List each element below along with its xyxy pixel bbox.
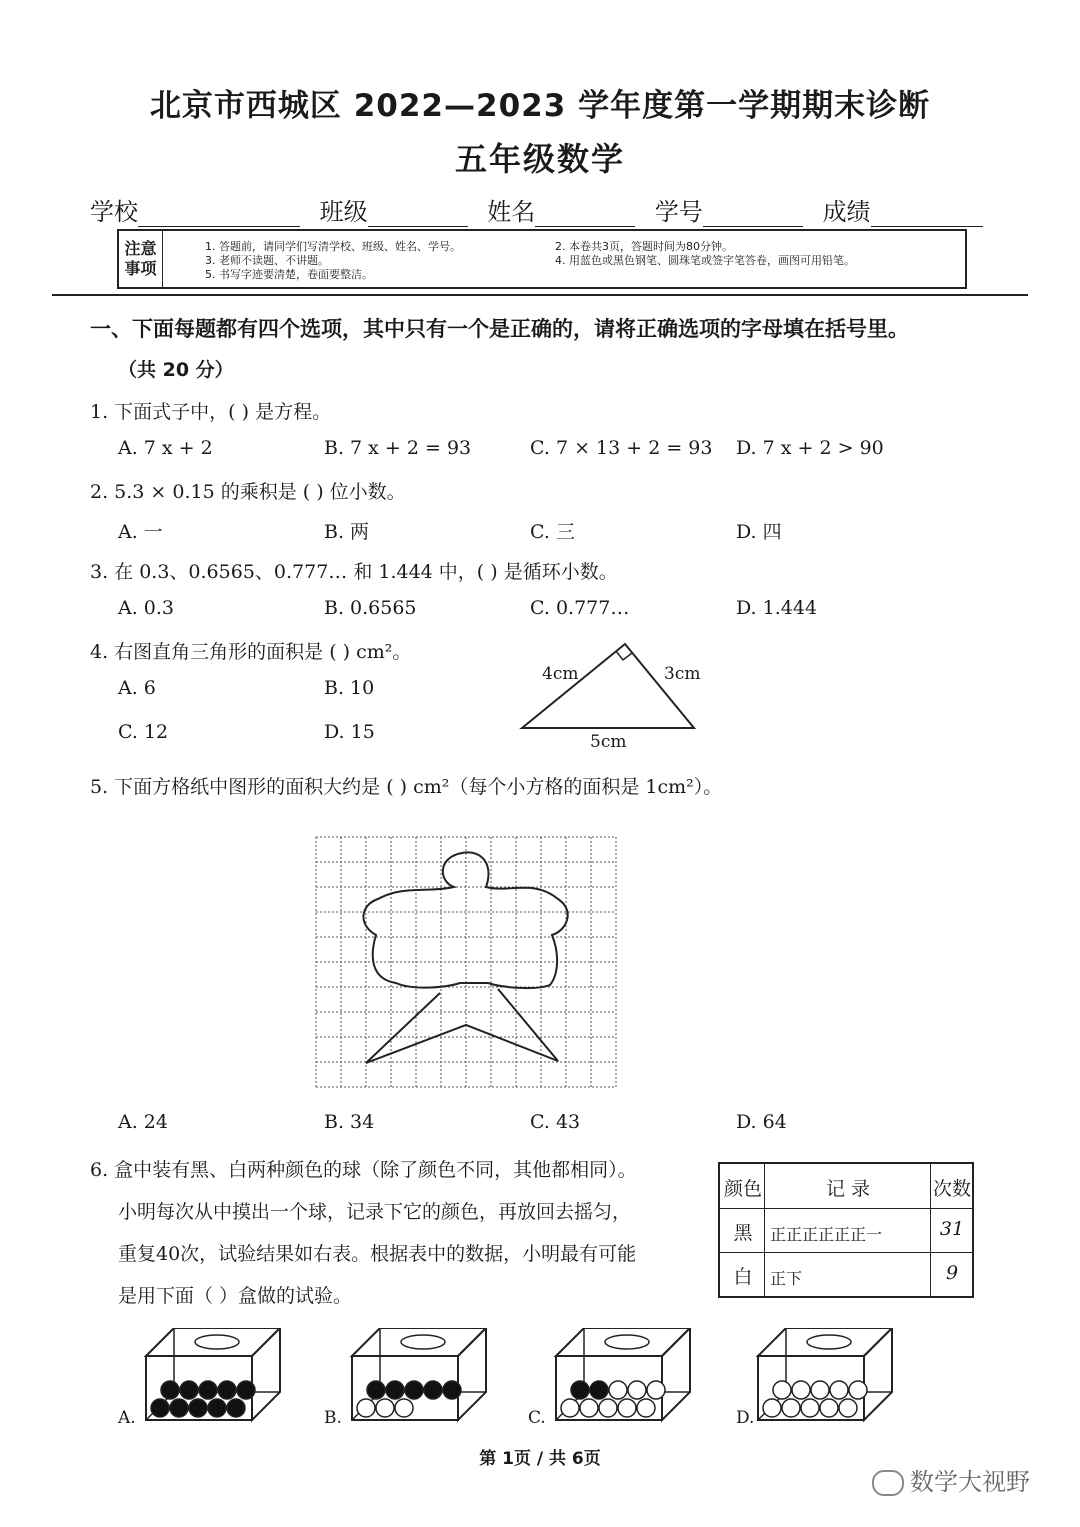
q5-option-c: C. 43 bbox=[530, 1111, 581, 1133]
q4-option-a: A. 6 bbox=[118, 677, 156, 699]
ball bbox=[628, 1381, 646, 1399]
ball-box bbox=[556, 1328, 690, 1420]
ball-box bbox=[758, 1328, 892, 1420]
ball bbox=[590, 1381, 608, 1399]
ball bbox=[830, 1381, 848, 1399]
ball bbox=[637, 1399, 655, 1417]
table-cell-count-white: 9 bbox=[945, 1262, 959, 1284]
ball bbox=[792, 1381, 810, 1399]
question-4: 4. 右图直角三角形的面积是 ( ) cm²。 bbox=[90, 641, 412, 663]
q3-option-b: B. 0.6565 bbox=[324, 597, 417, 619]
ball bbox=[820, 1399, 838, 1417]
exam-title: 北京市西城区 2022—2023 学年度第一学期期末诊断 bbox=[149, 88, 931, 124]
table-cell-color-white: 白 bbox=[733, 1266, 753, 1288]
q2-option-c: C. 三 bbox=[530, 521, 575, 543]
field-id-label: 学号 bbox=[654, 198, 703, 226]
ball-box bbox=[352, 1328, 486, 1420]
table-cell-color-black: 黑 bbox=[733, 1222, 753, 1244]
q5-option-b: B. 34 bbox=[324, 1111, 375, 1133]
ball bbox=[424, 1381, 442, 1399]
field-score-line[interactable] bbox=[871, 202, 983, 227]
field-school-label: 学校 bbox=[90, 198, 138, 226]
box-label-b: B. bbox=[324, 1408, 342, 1428]
notice-label: 注意 事项 bbox=[119, 231, 163, 287]
exam-subtitle: 五年级数学 bbox=[454, 140, 625, 178]
question-6-line-2: 小明每次从中摸出一个球，记录下它的颜色，再放回去摇匀， bbox=[118, 1201, 632, 1223]
box-label-c: C. bbox=[528, 1408, 546, 1428]
field-class-label: 班级 bbox=[319, 198, 368, 226]
notice-item: 4. 用蓝色或黑色钢笔、圆珠笔或签字笔答卷，画图可用铅笔。 bbox=[555, 254, 855, 267]
notice-item: 3. 老师不读题、不讲题。 bbox=[205, 254, 329, 267]
field-name-label: 姓名 bbox=[487, 198, 536, 226]
ball bbox=[618, 1399, 636, 1417]
table-cell-tally-black: 正正正正正正一 bbox=[770, 1225, 883, 1244]
ball bbox=[849, 1381, 867, 1399]
ball bbox=[801, 1399, 819, 1417]
question-3: 3. 在 0.3、0.6565、0.777… 和 1.444 中，( ) 是循环小数。 bbox=[90, 561, 618, 583]
field-name-line[interactable] bbox=[535, 202, 635, 227]
ball bbox=[227, 1399, 245, 1417]
box-label-a: A. bbox=[118, 1408, 136, 1428]
q1-option-b: B. 7 x + 2 = 93 bbox=[324, 437, 472, 459]
field-class-line[interactable] bbox=[368, 202, 468, 227]
q1-option-c: C. 7 × 13 + 2 = 93 bbox=[530, 437, 713, 459]
ball bbox=[405, 1381, 423, 1399]
header-divider bbox=[52, 294, 1028, 296]
q4-option-b: B. 10 bbox=[324, 677, 375, 699]
ball bbox=[376, 1399, 394, 1417]
notice-item: 1. 答题前，请同学们写清学校、班级、姓名、学号。 bbox=[205, 240, 461, 253]
table-header-color: 颜色 bbox=[723, 1178, 762, 1200]
table-cell-count-black: 31 bbox=[939, 1218, 965, 1240]
q2-option-d: D. 四 bbox=[736, 521, 782, 543]
q2-option-a: A. 一 bbox=[118, 521, 163, 543]
ball bbox=[763, 1399, 781, 1417]
ball bbox=[782, 1399, 800, 1417]
section-points: （共 20 分） bbox=[118, 359, 234, 381]
watermark: 数学大视野 bbox=[872, 1462, 1030, 1497]
triangle-label-left: 4cm bbox=[542, 664, 579, 684]
ball bbox=[609, 1381, 627, 1399]
table-header-count: 次数 bbox=[932, 1178, 971, 1200]
q4-option-d: D. 15 bbox=[324, 721, 375, 743]
ball bbox=[180, 1381, 198, 1399]
table-cell-tally-white: 正下 bbox=[770, 1269, 803, 1288]
q5-option-a: A. 24 bbox=[118, 1111, 168, 1133]
ball bbox=[170, 1399, 188, 1417]
ball bbox=[237, 1381, 255, 1399]
grid-paper-figure bbox=[312, 835, 622, 1091]
ball bbox=[561, 1399, 579, 1417]
q1-option-a: A. 7 x + 2 bbox=[118, 437, 213, 459]
ball bbox=[599, 1399, 617, 1417]
ball-boxes-figure bbox=[110, 1328, 910, 1438]
q3-option-c: C. 0.777… bbox=[530, 597, 630, 619]
question-6-line-4: 是用下面（ ）盒做的试验。 bbox=[118, 1285, 353, 1307]
ball bbox=[571, 1381, 589, 1399]
ball bbox=[386, 1381, 404, 1399]
ball bbox=[161, 1381, 179, 1399]
ball bbox=[395, 1399, 413, 1417]
triangle-label-right: 3cm bbox=[664, 664, 701, 684]
q4-option-c: C. 12 bbox=[118, 721, 169, 743]
question-1: 1. 下面式子中，( ) 是方程。 bbox=[90, 401, 332, 423]
question-2: 2. 5.3 × 0.15 的乘积是 ( ) 位小数。 bbox=[90, 481, 406, 503]
ball bbox=[839, 1399, 857, 1417]
ball bbox=[151, 1399, 169, 1417]
ball bbox=[811, 1381, 829, 1399]
table-header-record: 记 录 bbox=[825, 1178, 871, 1200]
q3-option-d: D. 1.444 bbox=[736, 597, 818, 619]
field-id-line[interactable] bbox=[703, 202, 803, 227]
ball bbox=[218, 1381, 236, 1399]
q1-option-d: D. 7 x + 2 > 90 bbox=[736, 437, 884, 459]
ball bbox=[647, 1381, 665, 1399]
ball bbox=[580, 1399, 598, 1417]
triangle-label-bottom: 5cm bbox=[590, 732, 627, 752]
field-school-line[interactable] bbox=[138, 202, 300, 227]
notice-box bbox=[117, 229, 967, 289]
question-6-line-3: 重复40次，试验结果如右表。根据表中的数据，小明最有可能 bbox=[118, 1243, 637, 1265]
field-score-label: 成绩 bbox=[822, 198, 871, 226]
q5-option-d: D. 64 bbox=[736, 1111, 787, 1133]
q3-option-a: A. 0.3 bbox=[118, 597, 175, 619]
notice-item: 5. 书写字迹要清楚，卷面要整洁。 bbox=[205, 268, 373, 281]
section-heading: 一、下面每题都有四个选项，其中只有一个是正确的，请将正确选项的字母填在括号里。 bbox=[90, 317, 909, 341]
notice-item: 2. 本卷共3页，答题时间为80分钟。 bbox=[555, 240, 733, 253]
ball bbox=[189, 1399, 207, 1417]
ball bbox=[773, 1381, 791, 1399]
box-label-d: D. bbox=[736, 1408, 755, 1428]
q2-option-b: B. 两 bbox=[324, 521, 370, 543]
ball bbox=[443, 1381, 461, 1399]
ball bbox=[199, 1381, 217, 1399]
ball bbox=[367, 1381, 385, 1399]
ball bbox=[357, 1399, 375, 1417]
tally-table bbox=[718, 1162, 974, 1298]
question-5: 5. 下面方格纸中图形的面积大约是 ( ) cm²（每个小方格的面积是 1cm²）。 bbox=[90, 776, 723, 798]
student-info-row bbox=[90, 192, 983, 227]
question-6-line-1: 6. 盒中装有黑、白两种颜色的球（除了颜色不同，其他都相同）。 bbox=[90, 1159, 637, 1181]
ball bbox=[208, 1399, 226, 1417]
page-footer: 第 1页 / 共 6页 bbox=[479, 1449, 601, 1469]
ball-box bbox=[146, 1328, 280, 1420]
wechat-icon bbox=[872, 1470, 904, 1496]
